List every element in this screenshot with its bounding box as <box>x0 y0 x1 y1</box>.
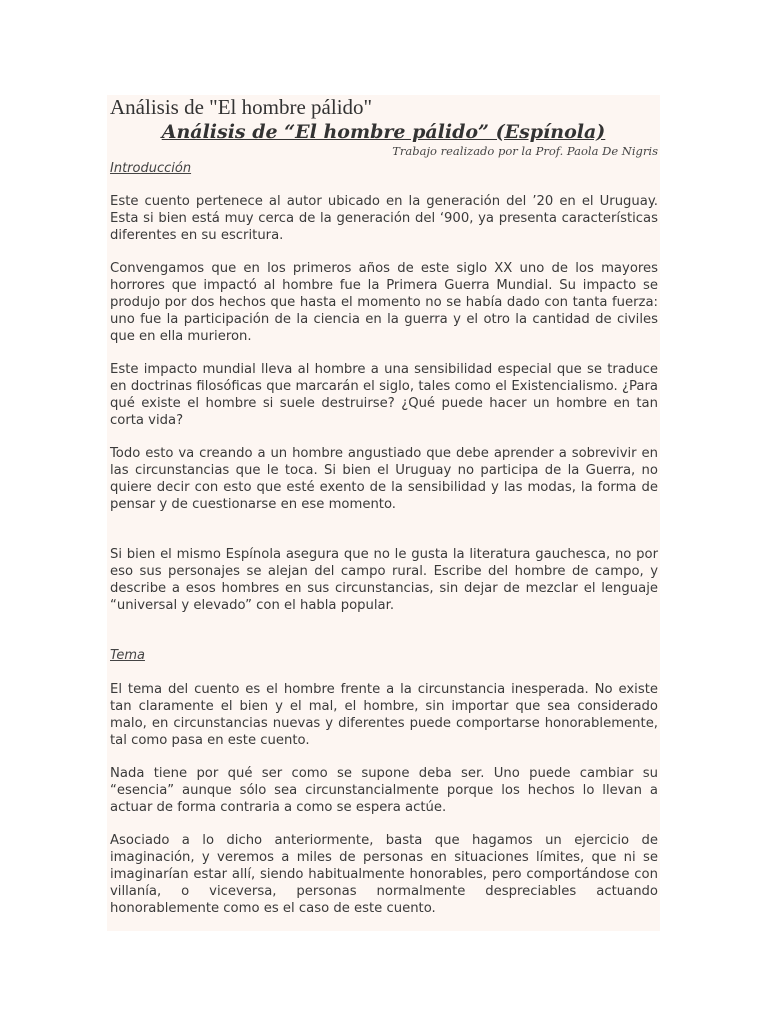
author-line: Trabajo realizado por la Prof. Paola De Nigris <box>392 144 658 158</box>
paragraph: Asociado a lo dicho anteriormente, basta que hagamos un ejercicio de imaginación, y veremos a miles de personas en situaciones límites, que ni se imaginarían estar allí, siendo habitualmente honorables, pero comportándose con villanía, o viceversa, personas normalmente despreciables actuando honorablemente como es el caso de este cuento. <box>110 833 658 916</box>
section-heading-introduccion: Introducción <box>110 161 192 176</box>
document-page <box>107 95 660 931</box>
paragraph: El tema del cuento es el hombre frente a la circunstancia inesperada. No existe tan claramente el bien y el mal, el hombre, sin importar que sea considerado malo, en circunstancias nuevas y diferentes puede comportarse honorablemente, tal como pasa en este cuento. <box>110 682 658 748</box>
document-subtitle: Análisis de “El hombre pálido” (Espínola) <box>161 121 606 143</box>
paragraph: Nada tiene por qué ser como se supone deba ser. Uno puede cambiar su “esencia” aunque sólo sea circunstancialmente porque los hechos lo llevan a actuar de forma contraria a como se espera actúe. <box>110 766 658 815</box>
paragraph: Este impacto mundial lleva al hombre a una sensibilidad especial que se traduce en doctrinas filosóficas que marcarán el siglo, tales como el Existencialismo. ¿Para qué existe el hombre si suele destruirse? ¿Qué puede hacer un hombre en tan corta vida? <box>110 362 658 428</box>
document-title: Análisis de "El hombre pálido" <box>110 95 373 119</box>
paragraph: Este cuento pertenece al autor ubicado en la generación del ’20 en el Uruguay. Esta si bien está muy cerca de la generación del ‘900, ya presenta características diferentes en su escritura. <box>110 194 658 243</box>
paragraph: Si bien el mismo Espínola asegura que no le gusta la literatura gauchesca, no por eso sus personajes se alejan del campo rural. Escribe del hombre de campo, y describe a esos hombres en sus circunstancias, sin dejar de mezclar el lenguaje “universal y elevado” con el habla popular. <box>110 547 658 613</box>
section-heading-tema: Tema <box>110 648 145 663</box>
paragraph: Convengamos que en los primeros años de este siglo XX uno de los mayores horrores que impactó al hombre fue la Primera Guerra Mundial. Su impacto se produjo por dos hechos que hasta el momento no se había dado con tanta fuerza: uno fue la participación de la ciencia en la guerra y el otro la cantidad de civiles que en ella murieron. <box>110 261 658 344</box>
paragraph: Todo esto va creando a un hombre angustiado que debe aprender a sobrevivir en las circunstancias que le toca. Si bien el Uruguay no participa de la Guerra, no quiere decir con esto que esté exento de la sensibilidad y las modas, la forma de pensar y de cuestionarse en ese momento. <box>110 446 658 512</box>
